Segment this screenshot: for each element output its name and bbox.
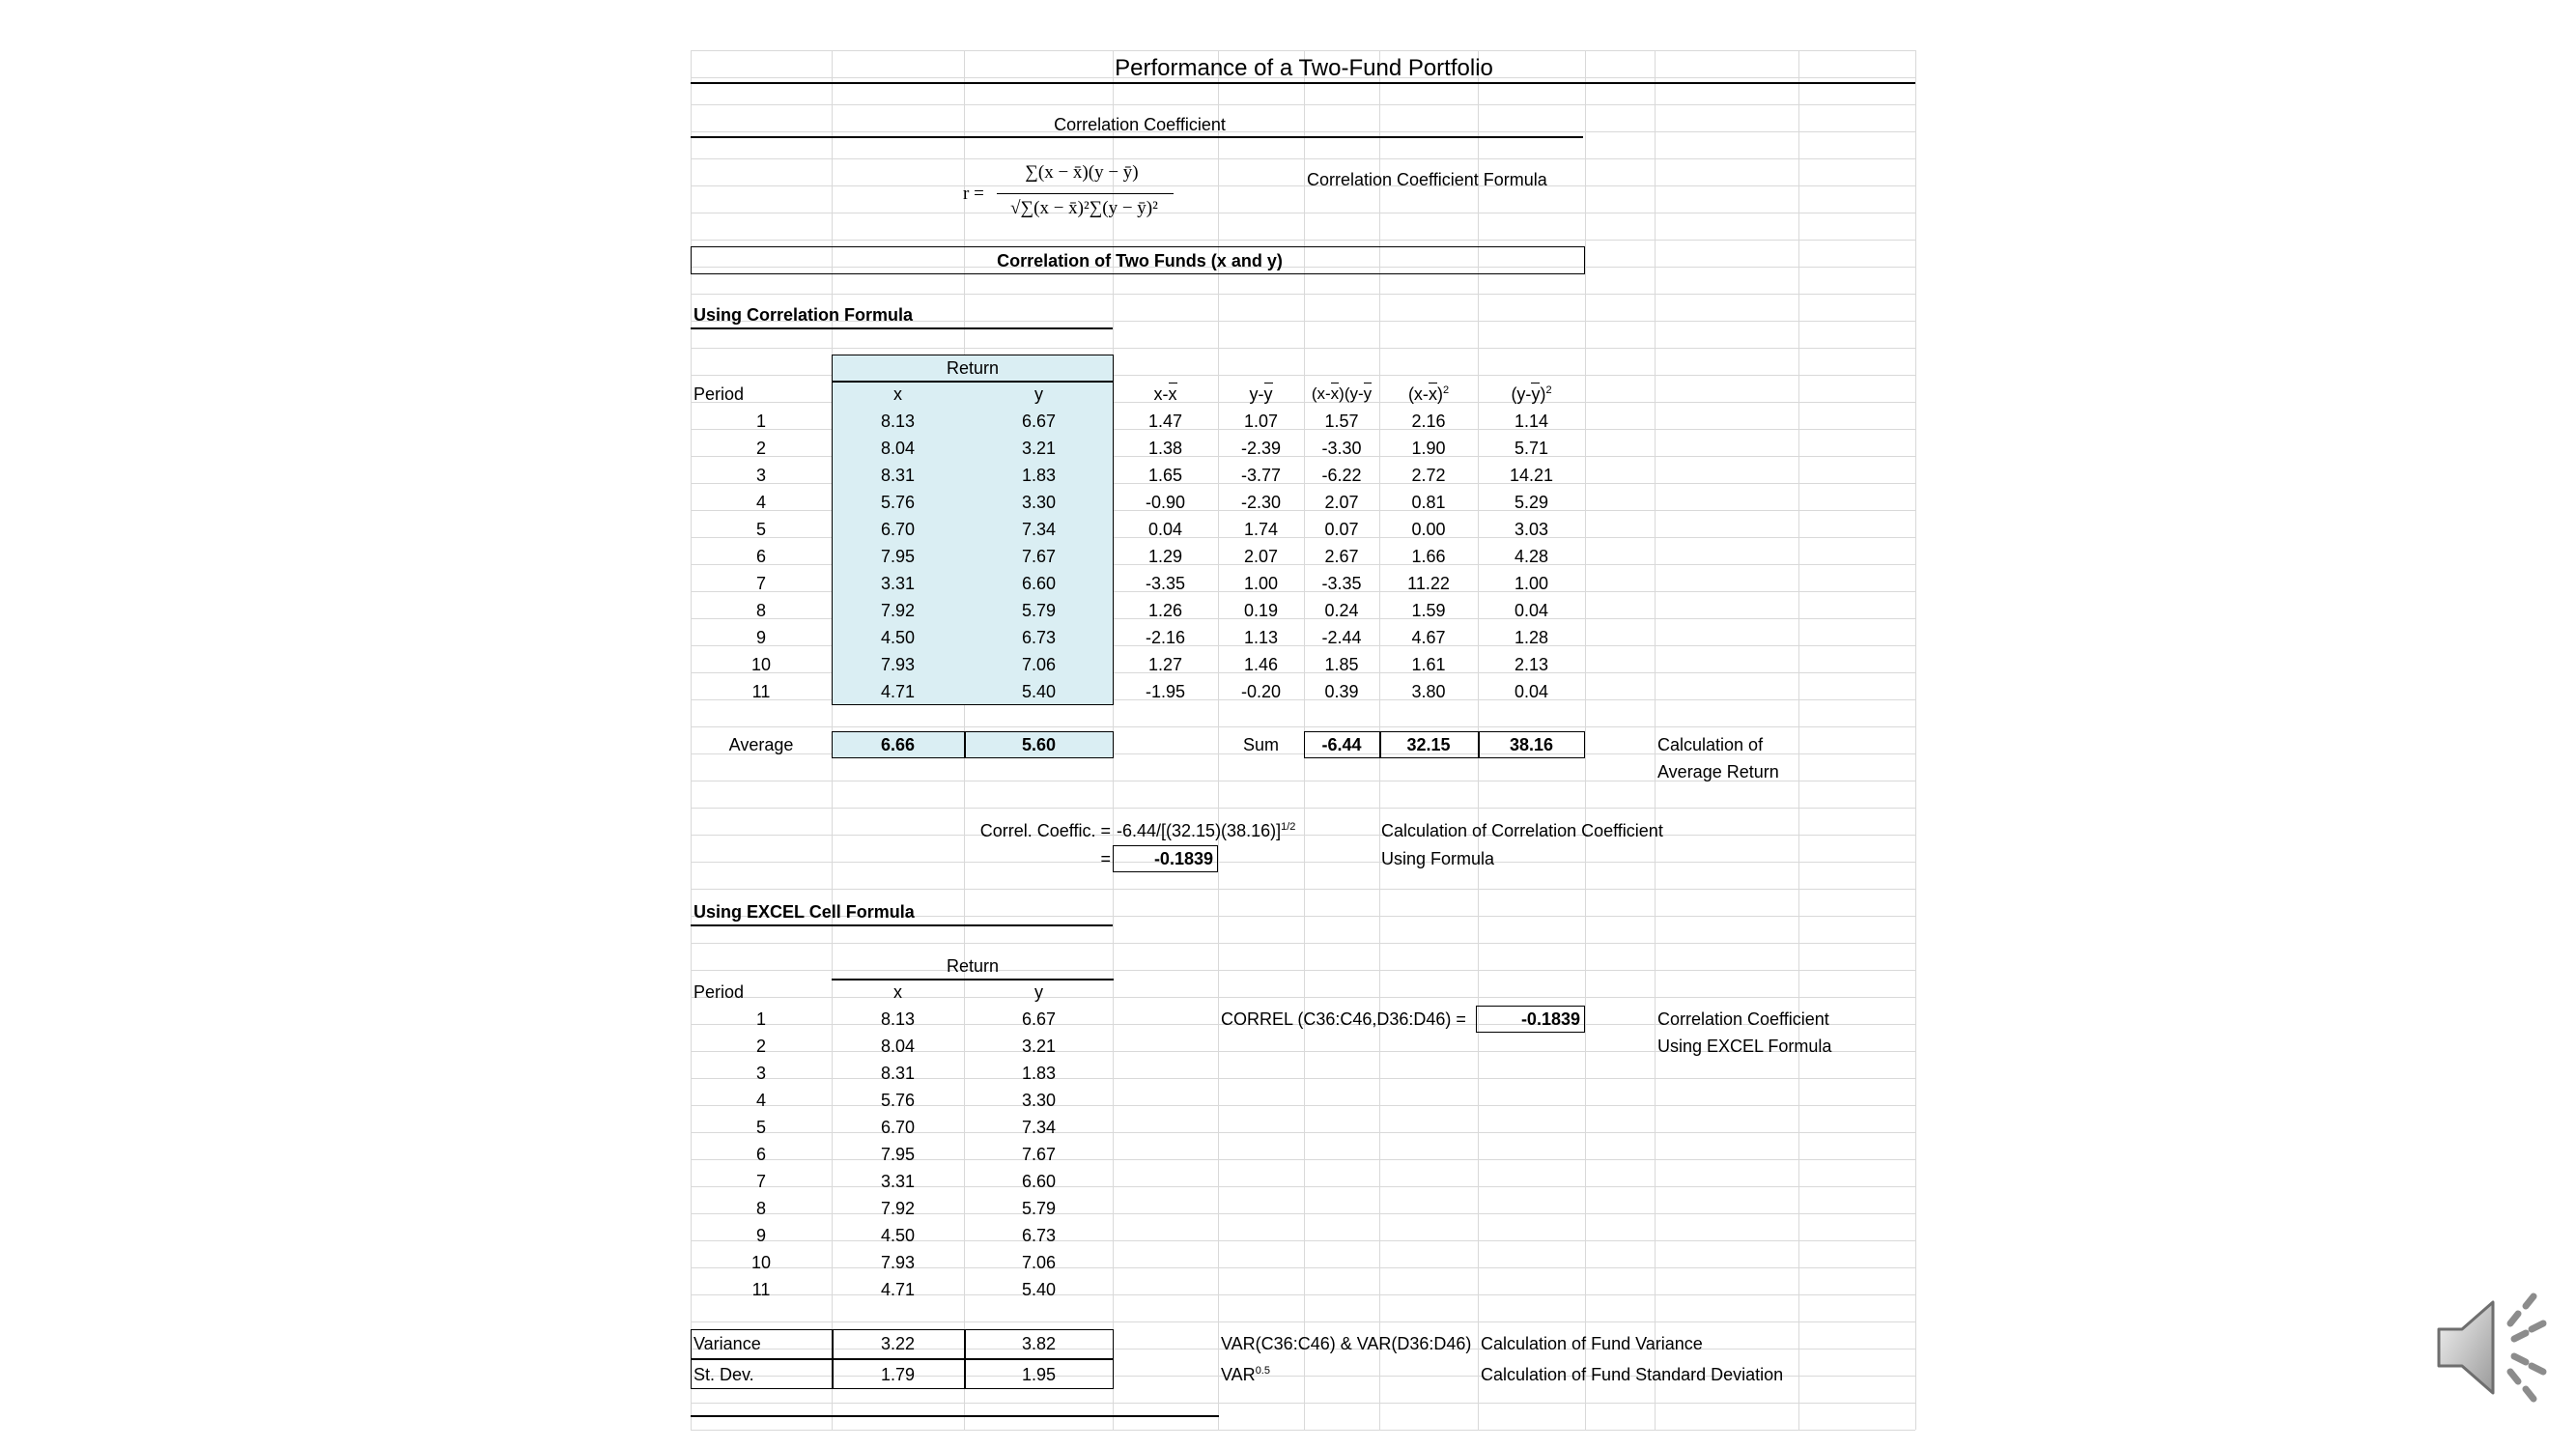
excel-cell-period: 4 <box>755 1091 766 1110</box>
excel-cell-x: 7.93 <box>880 1253 916 1272</box>
banner-title: Correlation of Two Funds (x and y) <box>997 251 1283 270</box>
table-cell-xsq: 4.67 <box>1411 628 1446 647</box>
table-cell-y: 6.60 <box>1021 574 1057 593</box>
table-cell-ysq: 0.04 <box>1514 601 1549 620</box>
sum-label: Sum <box>1242 735 1279 754</box>
formula-lhs: r = <box>963 184 984 204</box>
table-cell-ysq: 1.00 <box>1514 574 1549 593</box>
excel-cell-y: 6.73 <box>1021 1226 1057 1245</box>
sheet-title: Performance of a Two-Fund Portfolio <box>1115 55 1493 81</box>
table-cell-prod: 0.39 <box>1324 682 1359 701</box>
table-cell-xsq: 1.61 <box>1411 655 1446 674</box>
period-header-2: Period <box>694 982 745 1002</box>
excel-cell-y: 3.30 <box>1021 1091 1057 1110</box>
table-cell-xd: 1.29 <box>1147 547 1183 566</box>
variance-y: 3.82 <box>1021 1334 1057 1353</box>
table-cell-yd: 2.07 <box>1243 547 1279 566</box>
table-cell-y: 7.34 <box>1021 520 1057 539</box>
excel-cell-y: 7.34 <box>1021 1118 1057 1137</box>
xsq-header: $(x-x)^2$ <box>1379 381 1478 408</box>
stdev-formula: $VAR^{0.5}$ <box>1221 1365 1270 1384</box>
stdev-y: 1.95 <box>1021 1365 1057 1384</box>
table-cell-ysq: 3.03 <box>1514 520 1549 539</box>
excel-cell-y: 3.21 <box>1021 1037 1057 1056</box>
table-cell-x: 7.95 <box>880 547 916 566</box>
excel-correl-formula: CORREL (C36:C46,D36:D46) = <box>1221 1009 1466 1029</box>
table-cell-ysq: 1.14 <box>1514 412 1549 431</box>
excel-cell-x: 4.50 <box>880 1226 916 1245</box>
table-cell-y: 3.30 <box>1021 493 1057 512</box>
excel-cell-y: 5.40 <box>1021 1280 1057 1299</box>
table-cell-ysq: 2.13 <box>1514 655 1549 674</box>
excel-cell-period: 3 <box>755 1064 766 1083</box>
average-label: Average <box>728 735 794 754</box>
table-cell-prod: -6.22 <box>1321 466 1362 485</box>
table-cell-period: 11 <box>751 682 771 701</box>
table-cell-period: 1 <box>755 412 766 431</box>
table-cell-yd: 1.00 <box>1243 574 1279 593</box>
table-cell-ysq: 5.71 <box>1514 439 1549 458</box>
correl-label: Correl. Coeffic. = <box>979 821 1111 840</box>
formula-denominator: √∑(x − x̄)²∑(y − ȳ)² <box>1010 198 1158 218</box>
table-cell-prod: 1.57 <box>1324 412 1359 431</box>
excel-cell-x: 6.70 <box>880 1118 916 1137</box>
excel-cell-period: 6 <box>755 1145 766 1164</box>
table-cell-y: 7.06 <box>1021 655 1057 674</box>
table-cell-x: 3.31 <box>880 574 916 593</box>
table-cell-period: 4 <box>755 493 766 512</box>
correl-note-1: Calculation of Correlation Coefficient <box>1381 821 1663 840</box>
ydev-header: y-y <box>1218 381 1304 408</box>
table-cell-yd: -3.77 <box>1240 466 1282 485</box>
excel-cell-x: 8.04 <box>880 1037 916 1056</box>
table-cell-xsq: 0.81 <box>1411 493 1446 512</box>
y-header-2: y <box>1034 982 1043 1002</box>
table-cell-x: 4.50 <box>880 628 916 647</box>
excel-correl-value: -0.1839 <box>1520 1009 1580 1029</box>
excel-cell-period: 7 <box>755 1172 766 1191</box>
table-cell-period: 10 <box>750 655 772 674</box>
correl-value: -0.1839 <box>1153 849 1213 868</box>
excel-cell-x: 7.92 <box>880 1199 916 1218</box>
table-cell-period: 3 <box>755 466 766 485</box>
excel-cell-x: 7.95 <box>880 1145 916 1164</box>
table-cell-xsq: 2.72 <box>1411 466 1446 485</box>
table-cell-x: 7.93 <box>880 655 916 674</box>
table-cell-x: 8.04 <box>880 439 916 458</box>
table-cell-prod: -3.30 <box>1321 439 1362 458</box>
table-cell-ysq: 0.04 <box>1514 682 1549 701</box>
x-header-2: x <box>893 982 902 1002</box>
table-cell-y: 5.79 <box>1021 601 1057 620</box>
table-cell-y: 5.40 <box>1021 682 1057 701</box>
table-cell-yd: 1.74 <box>1243 520 1279 539</box>
table-cell-xsq: 1.90 <box>1411 439 1446 458</box>
period-header: Period <box>694 384 745 404</box>
excel-cell-x: 4.71 <box>880 1280 916 1299</box>
table-cell-y: 6.67 <box>1021 412 1057 431</box>
table-cell-xsq: 11.22 <box>1407 574 1450 593</box>
table-cell-y: 1.83 <box>1021 466 1057 485</box>
correl-expression: $-6.44/[(32.15)(38.16)]^{1/2}$ <box>1117 821 1296 840</box>
table-cell-prod: -3.35 <box>1321 574 1362 593</box>
table-cell-prod: 0.24 <box>1324 601 1359 620</box>
correlation-heading: Correlation Coefficient <box>1054 115 1226 134</box>
table-cell-xsq: 1.66 <box>1411 547 1446 566</box>
table-cell-yd: 1.07 <box>1243 412 1279 431</box>
table-cell-yd: 1.46 <box>1243 655 1279 674</box>
stdev-x: 1.79 <box>880 1365 916 1384</box>
table-cell-xd: 1.65 <box>1147 466 1183 485</box>
table-cell-period: 9 <box>755 628 766 647</box>
table-cell-period: 2 <box>755 439 766 458</box>
excel-cell-y: 7.67 <box>1021 1145 1057 1164</box>
excel-cell-period: 2 <box>755 1037 766 1056</box>
table-cell-xd: 1.27 <box>1147 655 1183 674</box>
excel-cell-y: 5.79 <box>1021 1199 1057 1218</box>
return-label: Return <box>946 358 1000 378</box>
table-cell-xd: -0.90 <box>1145 493 1186 512</box>
table-cell-xd: 1.38 <box>1147 439 1183 458</box>
average-note-1: Calculation of <box>1657 735 1764 754</box>
table-cell-ysq: 5.29 <box>1514 493 1549 512</box>
excel-cell-y: 6.60 <box>1021 1172 1057 1191</box>
excel-cell-period: 11 <box>751 1280 771 1299</box>
table-cell-xd: -2.16 <box>1145 628 1186 647</box>
table-cell-xsq: 1.59 <box>1411 601 1446 620</box>
average-y: 5.60 <box>1021 735 1057 754</box>
excel-cell-period: 10 <box>750 1253 772 1272</box>
average-note-2: Average Return <box>1657 762 1779 781</box>
formula-label: Correlation Coefficient Formula <box>1307 170 1547 189</box>
variance-note: Calculation of Fund Variance <box>1481 1334 1703 1353</box>
table-cell-prod: 2.07 <box>1324 493 1359 512</box>
equals-sign: = <box>1100 849 1111 868</box>
variance-formula: VAR(C36:C46) & VAR(D36:D46) <box>1221 1334 1472 1353</box>
table-cell-y: 6.73 <box>1021 628 1057 647</box>
table-cell-x: 8.31 <box>880 466 916 485</box>
product-header: (x-x)(y-y <box>1304 381 1379 408</box>
table-cell-prod: -2.44 <box>1321 628 1362 647</box>
table-cell-yd: -2.30 <box>1240 493 1282 512</box>
excel-cell-period: 8 <box>755 1199 766 1218</box>
y-header: y <box>1034 384 1043 404</box>
table-cell-xsq: 3.80 <box>1411 682 1446 701</box>
table-cell-xd: 1.26 <box>1147 601 1183 620</box>
sum-product: -6.44 <box>1321 735 1362 754</box>
table-cell-prod: 2.67 <box>1324 547 1359 566</box>
excel-cell-y: 7.06 <box>1021 1253 1057 1272</box>
table-cell-x: 5.76 <box>880 493 916 512</box>
average-x: 6.66 <box>880 735 916 754</box>
excel-cell-y: 1.83 <box>1021 1064 1057 1083</box>
excel-cell-x: 5.76 <box>880 1091 916 1110</box>
variance-x: 3.22 <box>880 1334 916 1353</box>
excel-cell-x: 8.13 <box>880 1009 916 1029</box>
speaker-icon[interactable] <box>2429 1285 2555 1410</box>
excel-cell-period: 1 <box>755 1009 766 1029</box>
sum-xsq: 32.15 <box>1406 735 1451 754</box>
table-cell-x: 8.13 <box>880 412 916 431</box>
sum-ysq: 38.16 <box>1509 735 1554 754</box>
stdev-note: Calculation of Fund Standard Deviation <box>1481 1365 1784 1384</box>
formula-numerator: ∑(x − x̄)(y − ȳ) <box>1025 162 1139 183</box>
variance-label: Variance <box>694 1334 761 1353</box>
table-cell-xd: -3.35 <box>1145 574 1186 593</box>
table-cell-prod: 0.07 <box>1324 520 1359 539</box>
table-cell-xsq: 0.00 <box>1411 520 1446 539</box>
table-cell-period: 7 <box>755 574 766 593</box>
x-header: x <box>893 384 902 404</box>
table-cell-xd: 1.47 <box>1147 412 1183 431</box>
table-cell-yd: 0.19 <box>1243 601 1279 620</box>
table-cell-period: 5 <box>755 520 766 539</box>
excel-cell-period: 5 <box>755 1118 766 1137</box>
table-cell-yd: 1.13 <box>1243 628 1279 647</box>
ysq-header: $(y-y)^2$ <box>1478 381 1585 408</box>
table-cell-ysq: 4.28 <box>1514 547 1549 566</box>
table-cell-period: 6 <box>755 547 766 566</box>
stdev-label: St. Dev. <box>694 1365 754 1384</box>
section1-heading: Using Correlation Formula <box>694 305 914 325</box>
table-cell-prod: 1.85 <box>1324 655 1359 674</box>
excel-correl-note-2: Using EXCEL Formula <box>1657 1037 1832 1056</box>
xdev-header: x-x <box>1113 381 1218 408</box>
correl-note-2: Using Formula <box>1381 849 1495 868</box>
table-cell-period: 8 <box>755 601 766 620</box>
table-cell-y: 7.67 <box>1021 547 1057 566</box>
table-cell-xd: 0.04 <box>1147 520 1183 539</box>
table-cell-x: 6.70 <box>880 520 916 539</box>
excel-correl-note-1: Correlation Coefficient <box>1657 1009 1829 1029</box>
table-cell-x: 4.71 <box>880 682 916 701</box>
table-cell-yd: -0.20 <box>1240 682 1282 701</box>
excel-cell-period: 9 <box>755 1226 766 1245</box>
table-cell-yd: -2.39 <box>1240 439 1282 458</box>
excel-cell-x: 3.31 <box>880 1172 916 1191</box>
table-cell-ysq: 14.21 <box>1509 466 1554 485</box>
excel-cell-y: 6.67 <box>1021 1009 1057 1029</box>
table-cell-xd: -1.95 <box>1145 682 1186 701</box>
excel-cell-x: 8.31 <box>880 1064 916 1083</box>
table-cell-y: 3.21 <box>1021 439 1057 458</box>
table-cell-x: 7.92 <box>880 601 916 620</box>
table-cell-xsq: 2.16 <box>1411 412 1446 431</box>
return-label-2: Return <box>946 956 1000 976</box>
table-cell-ysq: 1.28 <box>1514 628 1549 647</box>
section2-heading: Using EXCEL Cell Formula <box>694 902 915 922</box>
